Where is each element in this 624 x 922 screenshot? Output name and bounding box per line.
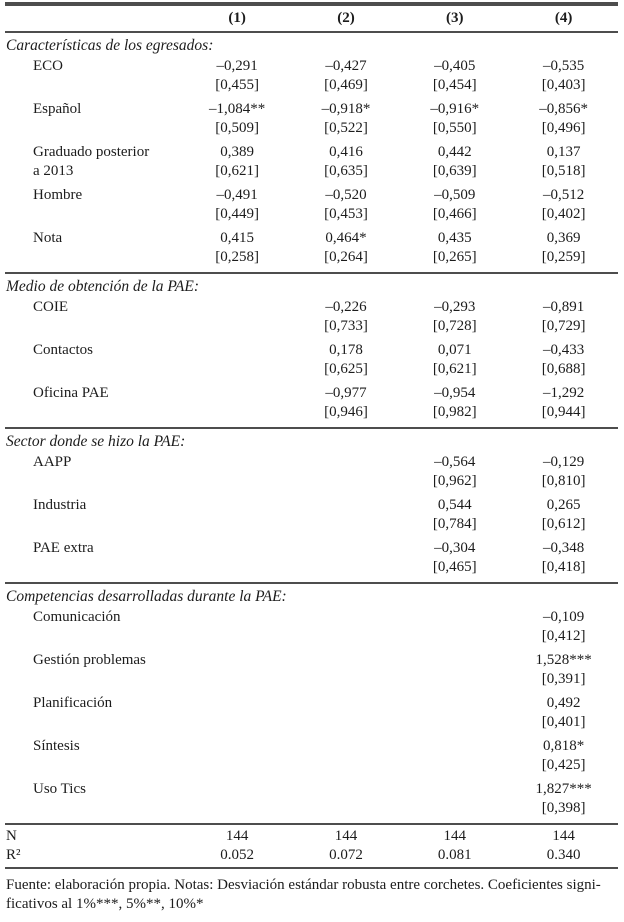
table-row <box>5 298 618 317</box>
se-cell: [0,453] <box>324 206 368 222</box>
se-cell: [0,398] <box>541 800 586 816</box>
coef-cell <box>183 780 292 799</box>
se-cell <box>400 670 509 694</box>
row-label: AAPP <box>33 454 72 470</box>
stat-value: 0.052 <box>183 846 292 868</box>
section-title-row <box>5 428 618 453</box>
coef-cell: –0,977 <box>325 385 367 401</box>
row-label: Planificación <box>33 695 113 711</box>
se-cell: [0,688] <box>541 361 586 377</box>
coef-cell <box>292 737 401 756</box>
table-footnote <box>5 876 618 914</box>
column-header-3: (3) <box>400 6 509 32</box>
coef-cell: –0,509 <box>434 187 476 203</box>
row-label: Nota <box>33 230 63 246</box>
se-cell: [0,258] <box>215 249 260 265</box>
stat-label: R² <box>5 846 183 868</box>
row-label-cont <box>5 627 183 651</box>
table-row <box>5 539 618 558</box>
coef-cell: –0,129 <box>542 454 585 470</box>
se-cell: [0,728] <box>432 318 477 334</box>
coef-cell: –0,433 <box>542 342 585 358</box>
se-cell: [0,403] <box>541 77 586 93</box>
se-cell: [0,621] <box>432 361 477 377</box>
row-label: Industria <box>33 497 87 513</box>
coef-cell <box>183 384 292 403</box>
stat-row-n <box>5 824 618 846</box>
row-label-cont <box>5 403 183 428</box>
se-cell: [0,454] <box>432 77 477 93</box>
section-title: Competencias desarrolladas durante la PAE: <box>5 583 618 608</box>
coef-cell <box>400 651 509 670</box>
row-label: ECO <box>33 58 63 74</box>
stat-value: 144 <box>183 824 292 846</box>
table-row <box>5 384 618 403</box>
se-cell: [0,639] <box>432 163 477 179</box>
se-cell <box>183 472 292 496</box>
se-cell: [0,465] <box>432 559 477 575</box>
coef-cell: –0,856* <box>539 101 588 117</box>
coef-cell: –0,512 <box>542 187 585 203</box>
se-cell: [0,412] <box>541 628 586 644</box>
se-cell: [0,391] <box>541 671 586 687</box>
row-label-cont <box>5 119 183 143</box>
se-cell: [0,265] <box>432 249 477 265</box>
coef-cell: –0,491 <box>216 187 258 203</box>
stat-value: 0.081 <box>400 846 509 868</box>
coef-cell <box>400 737 509 756</box>
table-row <box>5 627 618 651</box>
table-row <box>5 119 618 143</box>
row-label-cont <box>5 472 183 496</box>
section-title: Sector donde se hizo la PAE: <box>5 428 618 453</box>
coef-cell: –0,427 <box>325 58 367 74</box>
se-cell <box>292 713 401 737</box>
section-title-row <box>5 583 618 608</box>
row-label-cont <box>5 205 183 229</box>
row-label: Contactos <box>33 342 93 358</box>
coef-cell: –0,109 <box>542 609 585 625</box>
table-row <box>5 558 618 583</box>
coef-cell <box>400 694 509 713</box>
table-row <box>5 756 618 780</box>
coef-cell <box>292 608 401 627</box>
se-cell <box>292 627 401 651</box>
coef-cell: 1,528*** <box>535 652 592 668</box>
table-row <box>5 76 618 100</box>
stat-value: 0.072 <box>292 846 401 868</box>
section-title: Características de los egresados: <box>5 32 618 57</box>
coef-cell <box>183 694 292 713</box>
footnote-line-2: ficativos al 1%***, 5%**, 10%* <box>6 896 204 912</box>
se-cell <box>183 627 292 651</box>
row-label-cont <box>5 76 183 100</box>
se-cell: [0,962] <box>432 473 477 489</box>
coef-cell <box>183 298 292 317</box>
coef-cell: –0,954 <box>434 385 476 401</box>
footnote-line-1: Fuente: elaboración propia. Notas: Desviación estándar robusta entre corchetes. Coeficientes signi- <box>6 877 601 893</box>
row-label-cont <box>5 713 183 737</box>
table-row <box>5 162 618 186</box>
table-row <box>5 453 618 472</box>
table-row <box>5 229 618 248</box>
se-cell: [0,810] <box>541 473 586 489</box>
table-row <box>5 360 618 384</box>
coef-cell: 0,137 <box>546 144 581 160</box>
section-title: Medio de obtención de la PAE: <box>5 273 618 298</box>
table-row <box>5 670 618 694</box>
table-row <box>5 186 618 205</box>
se-cell: [0,625] <box>324 361 368 377</box>
table-row <box>5 341 618 360</box>
se-cell: [0,401] <box>541 714 586 730</box>
se-cell <box>183 403 292 428</box>
table-row <box>5 317 618 341</box>
row-label-cont <box>5 248 183 273</box>
table-row <box>5 100 618 119</box>
row-label-cont: a 2013 <box>33 163 74 179</box>
se-cell <box>292 799 401 824</box>
se-cell: [0,729] <box>541 318 586 334</box>
se-cell <box>400 627 509 651</box>
coef-cell: –0,916* <box>430 101 480 117</box>
coef-cell: –0,293 <box>434 299 476 315</box>
se-cell: [0,944] <box>541 404 586 420</box>
coef-cell: 0,492 <box>546 695 581 711</box>
se-cell <box>183 670 292 694</box>
row-label: Comunicación <box>33 609 121 625</box>
se-cell: [0,733] <box>324 318 368 334</box>
row-label: COIE <box>33 299 68 315</box>
row-label: Uso Tics <box>33 781 86 797</box>
section-title-row <box>5 273 618 298</box>
se-cell: [0,784] <box>432 516 477 532</box>
stat-value: 144 <box>400 824 509 846</box>
row-label-cont <box>5 360 183 384</box>
se-cell: [0,402] <box>541 206 586 222</box>
se-cell <box>400 713 509 737</box>
coef-cell <box>183 608 292 627</box>
se-cell: [0,496] <box>541 120 586 136</box>
se-cell: [0,522] <box>324 120 368 136</box>
se-cell: [0,469] <box>324 77 368 93</box>
regression-table <box>5 6 618 869</box>
coef-cell: –1,292 <box>542 385 585 401</box>
table-row <box>5 799 618 824</box>
row-label-cont <box>5 799 183 824</box>
row-label-cont <box>5 515 183 539</box>
se-cell <box>183 713 292 737</box>
se-cell <box>183 515 292 539</box>
stat-value: 144 <box>509 824 618 846</box>
se-cell <box>292 670 401 694</box>
stat-value: 144 <box>292 824 401 846</box>
coef-cell <box>292 694 401 713</box>
coef-cell: 0,071 <box>437 342 472 358</box>
coef-cell: 0,544 <box>437 497 472 513</box>
section-title-row <box>5 32 618 57</box>
coef-cell: 0,818* <box>542 738 585 754</box>
se-cell <box>183 558 292 583</box>
table-row <box>5 651 618 670</box>
row-label: Hombre <box>33 187 83 203</box>
coef-cell <box>292 496 401 515</box>
se-cell: [0,635] <box>324 163 368 179</box>
coef-cell: 0,415 <box>220 230 255 246</box>
coef-cell <box>183 539 292 558</box>
coef-cell: –1,084** <box>209 101 266 117</box>
stat-row-r2 <box>5 846 618 868</box>
table-row <box>5 713 618 737</box>
se-cell <box>183 799 292 824</box>
coef-cell: 0,389 <box>220 144 255 160</box>
label-column-header <box>5 6 183 32</box>
column-header-1: (1) <box>183 6 292 32</box>
coef-cell: 0,369 <box>546 230 581 246</box>
se-cell: [0,455] <box>215 77 260 93</box>
coef-cell: 0,442 <box>437 144 472 160</box>
coef-cell <box>292 780 401 799</box>
coef-cell: –0,226 <box>325 299 367 315</box>
se-cell: [0,449] <box>215 206 260 222</box>
coef-cell <box>400 780 509 799</box>
se-cell: [0,418] <box>541 559 586 575</box>
coef-cell: –0,304 <box>434 540 476 556</box>
table-row <box>5 143 618 162</box>
coef-cell: 0,265 <box>546 497 581 513</box>
coef-cell <box>183 737 292 756</box>
se-cell: [0,621] <box>215 163 260 179</box>
se-cell <box>183 756 292 780</box>
coef-cell: 0,464* <box>325 230 367 246</box>
coef-cell: 0,178 <box>329 342 363 358</box>
table-row <box>5 694 618 713</box>
se-cell <box>400 799 509 824</box>
se-cell <box>292 756 401 780</box>
coef-cell <box>183 496 292 515</box>
se-cell: [0,466] <box>432 206 477 222</box>
se-cell <box>400 756 509 780</box>
se-cell: [0,259] <box>541 249 586 265</box>
row-label-cont <box>5 756 183 780</box>
se-cell: [0,264] <box>324 249 368 265</box>
column-header-4: (4) <box>509 6 618 32</box>
table-row <box>5 57 618 76</box>
row-label: Oficina PAE <box>33 385 109 401</box>
coef-cell: –0,535 <box>542 58 585 74</box>
coef-cell <box>400 608 509 627</box>
table-row <box>5 608 618 627</box>
coef-cell <box>183 453 292 472</box>
row-label-cont <box>5 317 183 341</box>
se-cell: [0,509] <box>215 120 260 136</box>
table-header <box>5 6 618 32</box>
row-label: PAE extra <box>33 540 94 556</box>
row-label-cont <box>5 670 183 694</box>
table-row <box>5 205 618 229</box>
table-row <box>5 515 618 539</box>
coef-cell: –0,891 <box>542 299 585 315</box>
table-row <box>5 737 618 756</box>
row-label: Graduado posterior <box>33 144 150 160</box>
se-cell: [0,612] <box>541 516 586 532</box>
coef-cell: –0,291 <box>216 58 258 74</box>
se-cell <box>292 472 401 496</box>
coef-cell <box>292 453 401 472</box>
table-row <box>5 472 618 496</box>
row-label: Español <box>33 101 82 117</box>
se-cell <box>292 515 401 539</box>
row-label: Síntesis <box>33 738 80 754</box>
se-cell: [0,946] <box>324 404 368 420</box>
se-cell: [0,982] <box>432 404 477 420</box>
coef-cell: 0,435 <box>437 230 472 246</box>
coef-cell: –0,405 <box>434 58 476 74</box>
table-row <box>5 496 618 515</box>
row-label-cont <box>5 558 183 583</box>
coef-cell <box>183 651 292 670</box>
table-row <box>5 248 618 273</box>
se-cell <box>183 360 292 384</box>
se-cell: [0,550] <box>432 120 477 136</box>
se-cell: [0,425] <box>541 757 586 773</box>
coef-cell <box>183 341 292 360</box>
stat-value: 0.340 <box>509 846 618 868</box>
coef-cell <box>292 651 401 670</box>
coef-cell: –0,348 <box>542 540 585 556</box>
row-label: Gestión problemas <box>33 652 146 668</box>
coef-cell <box>292 539 401 558</box>
coef-cell: –0,520 <box>325 187 367 203</box>
coef-cell: 0,416 <box>329 144 363 160</box>
table-row <box>5 403 618 428</box>
column-header-2: (2) <box>292 6 401 32</box>
table-row <box>5 780 618 799</box>
coef-cell: –0,918* <box>321 101 371 117</box>
se-cell <box>292 558 401 583</box>
coef-cell: 1,827*** <box>535 781 592 797</box>
stat-label: N <box>5 824 183 846</box>
se-cell <box>183 317 292 341</box>
se-cell: [0,518] <box>541 163 586 179</box>
column-header-row <box>5 6 618 32</box>
coef-cell: –0,564 <box>434 454 476 470</box>
